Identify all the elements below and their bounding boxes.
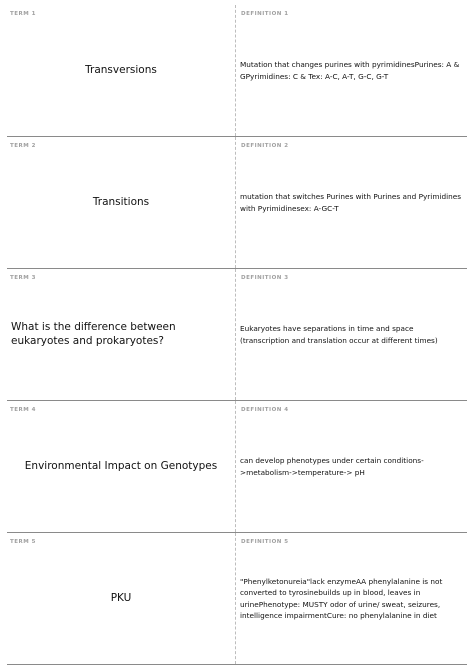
term-text: Environmental Impact on Genotypes xyxy=(24,459,218,472)
term-label: TERM 2 xyxy=(10,143,36,149)
definition-cell xyxy=(236,137,467,268)
term-label: TERM 4 xyxy=(10,407,36,413)
definition-cell xyxy=(236,5,467,136)
definition-text-wrap xyxy=(240,5,463,136)
definition-text: can develop phenotypes under certain conditions->metabolism->temperature-> pH xyxy=(240,456,424,477)
term-text: Transversions xyxy=(85,63,157,76)
definition-label: DEFINITION 2 xyxy=(241,143,289,149)
term-text: What is the difference between eukaryotes and prokaryotes? xyxy=(11,320,176,347)
definition-label: DEFINITION 4 xyxy=(241,407,289,413)
definition-text-wrap xyxy=(240,401,463,532)
term-label: TERM 5 xyxy=(10,539,36,545)
definition-label: DEFINITION 3 xyxy=(241,275,289,281)
flashcard-sheet xyxy=(7,5,467,665)
term-cell xyxy=(7,269,236,400)
flashcard-2 xyxy=(7,137,467,269)
definition-cell xyxy=(236,533,467,664)
definition-text-wrap xyxy=(240,269,463,400)
definition-text: "Phenylketonureia"lack enzymeAA phenylalanine is not converted to tyrosinebuilds up in blood, leaves in urinePhenotype: MUSTY odor of urine/ sweat, seizures, intelligence impairmentCure: no phenylalanine in diet xyxy=(240,576,443,620)
definition-label: DEFINITION 1 xyxy=(241,11,289,17)
term-text: PKU xyxy=(110,591,132,604)
definition-text: mutation that switches Purines with Purines and Pyrimidines with Pyrimidinesex: A-GC-T xyxy=(240,192,462,213)
term-cell xyxy=(7,137,236,268)
term-text: Transitions xyxy=(92,195,150,208)
flashcard-4 xyxy=(7,401,467,533)
term-cell xyxy=(7,533,236,664)
term-cell xyxy=(7,5,236,136)
definition-cell xyxy=(236,401,467,532)
flashcard-5 xyxy=(7,533,467,665)
term-label: TERM 1 xyxy=(10,11,36,17)
definition-text-wrap xyxy=(240,137,463,268)
term-cell xyxy=(7,401,236,532)
definition-cell xyxy=(236,269,467,400)
definition-text-wrap xyxy=(240,533,463,664)
term-label: TERM 3 xyxy=(10,275,36,281)
definition-text: Eukaryotes have separations in time and space (transcription and translation occur at different times) xyxy=(240,324,438,345)
flashcard-3 xyxy=(7,269,467,401)
definition-label: DEFINITION 5 xyxy=(241,539,289,545)
definition-text: Mutation that changes purines with pyrimidinesPurines: A & GPyrimidines: C & Tex: A-C, A-T, G-C, G-T xyxy=(240,60,460,81)
flashcard-1 xyxy=(7,5,467,137)
